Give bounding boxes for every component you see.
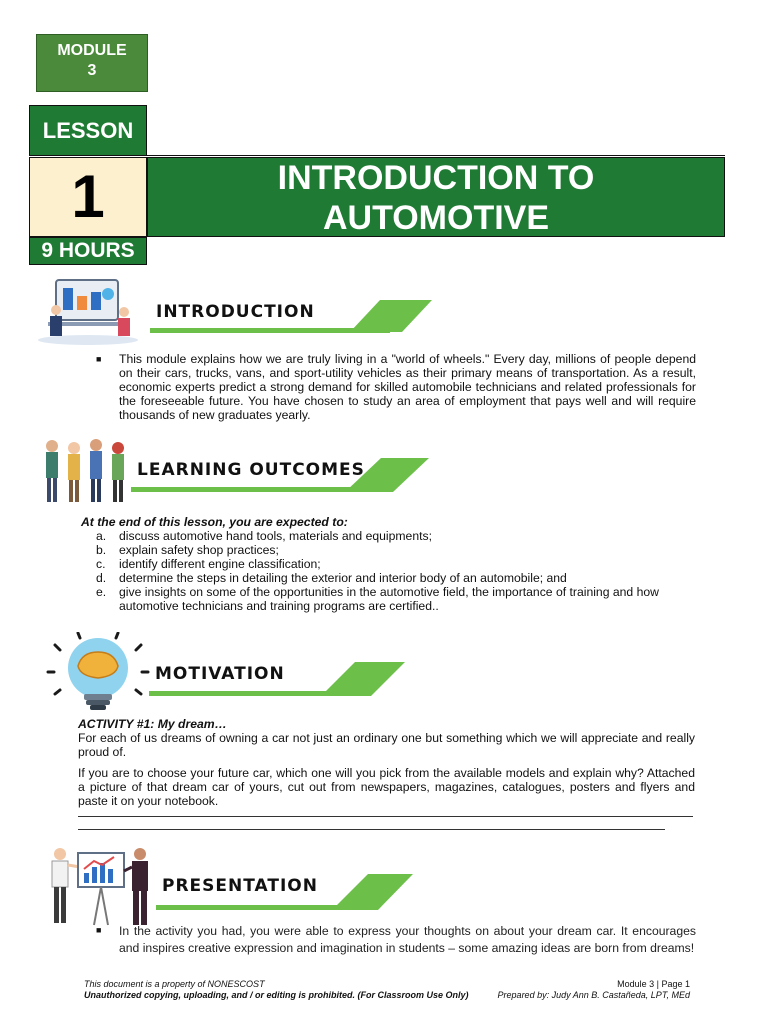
module-number: 3 — [87, 62, 97, 79]
outcome-item — [81, 543, 696, 557]
footer-page: Module 3 | Page 1 — [617, 979, 690, 989]
lesson-label: LESSON — [29, 105, 147, 156]
presenter-illustration — [44, 845, 156, 931]
outcomes-body — [81, 515, 696, 613]
bullet-icon: ■ — [96, 354, 102, 364]
introduction-text: This module explains how we are truly living in a "world of wheels." Every day, millions of people depend on their cars, trucks, vans, and sport-utility vehicles as their primary means of transportation. As a result, economic experts predict a strong demand for skilled automobile technicians and related professionals for the foreseeable future. You have chosen to study an area of employment that pays well and will require thousands of new graduates yearly. — [119, 352, 696, 422]
outcome-marker: e. — [96, 585, 107, 599]
people-group-illustration — [40, 438, 130, 506]
outcome-item — [81, 529, 696, 543]
outcomes-list — [81, 529, 696, 613]
outcome-text: determine the steps in detailing the exterior and interior body of an automobile; and — [119, 571, 567, 585]
lesson-number: 1 — [29, 157, 147, 237]
footer-warning: Unauthorized copying, uploading, and / or editing is prohibited. (For Classroom Use Only) — [84, 990, 469, 1000]
meeting-illustration — [38, 276, 144, 346]
outcome-item — [81, 557, 696, 571]
module-badge — [36, 34, 148, 92]
outcomes-intro: At the end of this lesson, you are expected to: — [81, 515, 348, 529]
motivation-para1: For each of us dreams of owning a car not just an ordinary one but something which we will appreciate and really proud of. — [78, 731, 695, 759]
presentation-text: In the activity you had, you were able to express your thoughts on about your dream car. It encourages and inspires creative expression and imagination in students – some amazing ideas are born from dreams! — [119, 924, 696, 955]
title-rule — [147, 155, 725, 156]
outcome-marker: d. — [96, 571, 107, 585]
outcomes-heading: LEARNING OUTCOMES — [137, 460, 365, 480]
answer-line-1 — [78, 808, 693, 817]
presentation-body — [96, 923, 696, 956]
outcome-text: give insights on some of the opportunities in the automotive field, the importance of training and how automotive technicians and training programs are certified.. — [119, 585, 659, 613]
bullet-icon: ■ — [96, 925, 102, 935]
motivation-body — [78, 717, 695, 830]
footer-property: This document is a property of NONESCOST — [84, 979, 265, 989]
lesson-title — [147, 157, 725, 237]
introduction-body — [96, 352, 696, 422]
module-label: MODULE — [57, 42, 127, 59]
lesson-hours: 9 HOURS — [29, 237, 147, 265]
outcome-text: identify different engine classification; — [119, 557, 321, 571]
answer-line-2 — [78, 817, 665, 830]
lightbulb-brain-illustration — [46, 632, 150, 714]
lesson-title-line1: INTRODUCTION TO — [277, 159, 595, 197]
outcome-item — [81, 571, 696, 585]
outcome-item — [81, 585, 696, 613]
motivation-heading: MOTIVATION — [155, 664, 285, 684]
outcome-text: explain safety shop practices; — [119, 543, 279, 557]
motivation-banner — [149, 662, 405, 698]
activity-title: ACTIVITY #1: My dream… — [78, 717, 227, 731]
footer-left — [84, 979, 504, 1001]
outcomes-banner — [131, 458, 429, 494]
outcome-text: discuss automotive hand tools, materials and equipments; — [119, 529, 432, 543]
outcome-marker: b. — [96, 543, 107, 557]
motivation-para2: If you are to choose your future car, which one will you pick from the available models and explain why? Attached a picture of that dream car of yours, cut out from newspapers, magazines, catalogues, posters and flyers and paste it on your notebook. — [78, 766, 695, 808]
presentation-heading: PRESENTATION — [162, 876, 318, 896]
introduction-banner — [150, 300, 432, 336]
outcome-marker: c. — [96, 557, 106, 571]
introduction-heading: INTRODUCTION — [156, 302, 315, 322]
lesson-title-line2: AUTOMOTIVE — [322, 199, 550, 237]
presentation-banner — [156, 874, 413, 910]
footer-prepared: Prepared by: Judy Ann B. Castañeda, LPT, MEd — [497, 990, 690, 1000]
footer-right — [480, 979, 690, 1001]
outcome-marker: a. — [96, 529, 107, 543]
